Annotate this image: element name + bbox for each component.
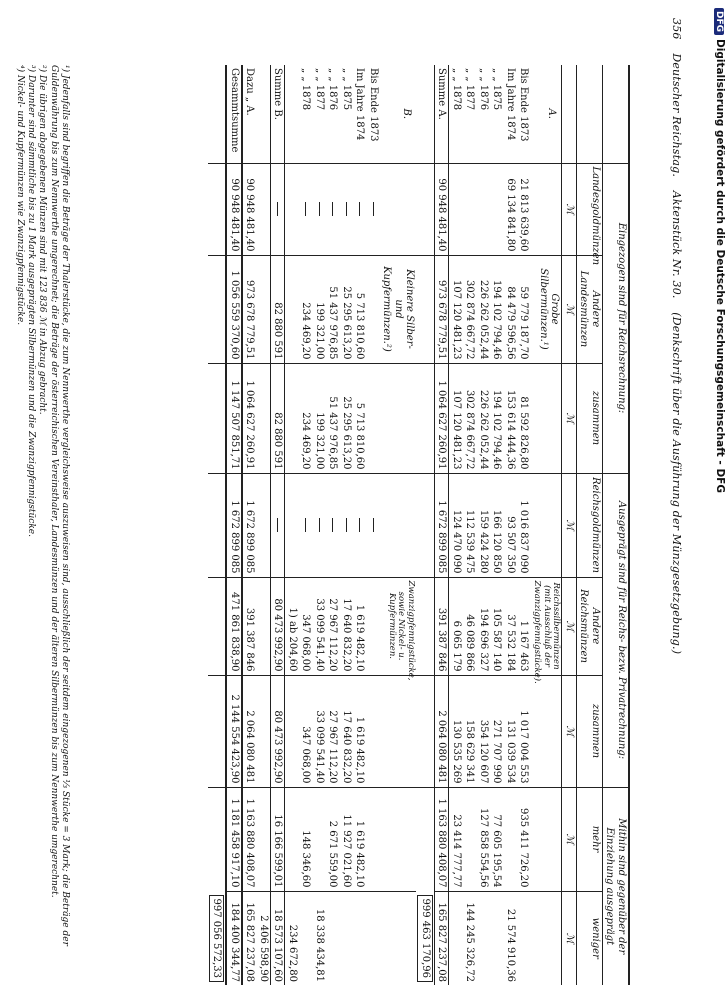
sum-a-net: 999 463 170,96 <box>417 895 433 983</box>
group-header-difference: Mithin sind gegenüber der Einziehung ausgeprägt <box>603 787 630 985</box>
cell <box>503 787 517 891</box>
cell: 90 948 481,40 <box>242 163 257 255</box>
row-label: Im Jahre 1874 <box>354 68 366 141</box>
cell: 1 163 880 408,07 <box>242 787 257 891</box>
running-head-center: Aktenstück Nr. 30. <box>670 190 683 299</box>
cell: 271 707 990 <box>490 675 504 787</box>
footnote: Guldenwährung bis zum Nennwerthe umgerechnet; die Beträge der österreichischen Vereinsthaler, Landesmünzen und der älteren Silbermünzen bis zum Nennwerthe umgerechnet. <box>48 65 59 898</box>
cell <box>476 891 490 985</box>
cell: 165 827 237,08 <box>434 891 449 985</box>
cell: 935 411 726,20 <box>517 787 531 891</box>
cell: 27 967 112,20 <box>326 675 340 787</box>
cell: 112 539 475 <box>463 473 477 577</box>
row-label: Gesammtsumme <box>226 65 242 163</box>
table-row <box>503 65 517 985</box>
cell: 2 064 080 481 <box>242 675 257 787</box>
row-label: „ „ 1877 <box>464 68 476 111</box>
cell <box>463 163 477 255</box>
unit: ℳ <box>562 473 577 577</box>
cell <box>463 787 477 891</box>
cell: 124 470 090 <box>449 473 463 577</box>
cell: 234 469,20 <box>299 255 313 363</box>
table-row <box>517 65 531 985</box>
cell: 107 120 481,23 <box>449 363 463 473</box>
dash <box>346 202 347 216</box>
cell: 1 163 880 408,07 <box>434 787 449 891</box>
cell: 131 039 534 <box>503 675 517 787</box>
cell: 391 387 846 <box>242 577 257 675</box>
running-head <box>669 18 682 978</box>
cell: 18 338 434,81 <box>312 891 326 985</box>
cell: 1 017 004 553 <box>517 675 531 787</box>
row-label: „ „ 1878 <box>300 68 312 111</box>
section-b-rows <box>299 65 380 985</box>
dfg-logo: DFG <box>714 8 724 35</box>
cell: 23 414 777,77 <box>449 787 463 891</box>
dfg-credit-text: Digitalisierung gefördert durch die Deutsche Forschungsgemeinschaft - DFG <box>714 39 726 493</box>
section-a-rows <box>449 65 531 985</box>
cell: 1 064 627 260,91 <box>242 363 257 473</box>
sum-b-net-row <box>256 65 270 985</box>
unit: ℳ <box>562 891 577 985</box>
running-head-right: (Denkschrift über die Ausführung der Münzgesetzgebung.) <box>670 312 683 655</box>
cell: 33 099 541,40 <box>312 577 326 675</box>
cell <box>299 891 313 985</box>
dash <box>359 202 360 216</box>
cell: 1 167 463 <box>517 577 531 675</box>
cell <box>366 675 380 787</box>
col-header-weniger: weniger <box>577 891 603 985</box>
row-label: Summe A. <box>434 65 449 163</box>
section-a-header <box>530 65 562 985</box>
empty-cell <box>353 163 367 255</box>
empty-cell <box>326 473 340 577</box>
cell: 166 120 850 <box>490 473 504 577</box>
col-header-andere-landes: Andere Landesmünzen <box>577 255 603 363</box>
col-header-mehr: mehr <box>577 787 603 891</box>
empty-cell <box>299 473 313 577</box>
footnote: ⁴) Nickel- und Kupfermünzen wie Zwanzigpfennigstücke. <box>15 65 25 326</box>
grand-total-row <box>226 65 242 985</box>
cell: 194 102 794,46 <box>490 255 504 363</box>
cell: 1 672 899 085 <box>226 473 242 577</box>
section-a-sub-out: Reichssilbermünzen (mit Ausschluß der Zwanzigpfennigstücke). <box>530 577 562 675</box>
dash <box>332 518 333 532</box>
cell: 226 262 052,44 <box>476 255 490 363</box>
footnotes <box>14 65 70 985</box>
unit: ℳ <box>562 363 577 473</box>
table-row <box>326 65 340 985</box>
cell <box>490 163 504 255</box>
running-head-left: Deutscher Reichstag. <box>670 53 683 178</box>
cell: 16 166 599,01 <box>270 787 285 891</box>
grand-total-net: 997 056 572,33 <box>209 895 225 983</box>
table-row <box>366 65 380 985</box>
dash <box>305 518 306 532</box>
repeat-a-row <box>242 65 257 985</box>
dash <box>277 518 278 532</box>
row-label: „ „ 1875 <box>340 68 352 111</box>
cell: 90 948 481,40 <box>434 163 449 255</box>
unit: ℳ <box>562 163 577 255</box>
cell: 199 321,00 <box>312 363 326 473</box>
cell: 21 574 910,36 <box>503 891 517 985</box>
table-row <box>312 65 326 985</box>
cell: 226 262 052,44 <box>476 363 490 473</box>
cell: 347 068,00 <box>299 577 313 675</box>
unit: ℳ <box>562 577 577 675</box>
cell: 1 181 458 917,10 <box>226 787 242 891</box>
section-b-note: 1) ab 204,60 <box>285 577 299 675</box>
dash <box>319 202 320 216</box>
row-label: Bis Ende 1873 <box>518 68 530 142</box>
row-label: „ „ 1877 <box>313 68 325 111</box>
sum-a-row <box>434 65 449 985</box>
cell: 93 507 350 <box>503 473 517 577</box>
page-number: 356 <box>670 18 683 40</box>
cell: 1 672 899 085 <box>242 473 257 577</box>
cell <box>476 163 490 255</box>
dash <box>319 518 320 532</box>
cell <box>326 891 340 985</box>
cell <box>366 891 380 985</box>
col-header-zusammen-2: zusammen <box>577 675 603 787</box>
cell: 194 102 794,46 <box>490 363 504 473</box>
section-b-header <box>380 65 417 985</box>
cell: 82 880 591 <box>270 255 285 363</box>
cell: 184 400 344,77 <box>226 891 242 985</box>
cell: 1 016 837 090 <box>517 473 531 577</box>
section-b-note-row <box>285 65 299 985</box>
dash <box>332 202 333 216</box>
cell: 165 827 237,08 <box>242 891 257 985</box>
cell: 84 479 596,56 <box>503 255 517 363</box>
cell: 148 346,60 <box>299 787 313 891</box>
cell: 27 967 112,20 <box>326 577 340 675</box>
cell: 51 437 976,85 <box>326 255 340 363</box>
cell: 391 387 846 <box>434 577 449 675</box>
empty-cell <box>366 163 380 255</box>
section-b-sub-out: Zwanzigpfennigstücke, sowie Nickel- u. Kupfermünzen. <box>380 577 417 675</box>
cell <box>339 891 353 985</box>
unit: ℳ <box>562 787 577 891</box>
cell: 51 437 976,85 <box>326 363 340 473</box>
section-b-note-value: 234 672,80 <box>285 891 299 985</box>
cell: 33 099 541,40 <box>312 675 326 787</box>
cell: 37 532 184 <box>503 577 517 675</box>
cell: 159 424 280 <box>476 473 490 577</box>
empty-cell <box>326 163 340 255</box>
cell <box>353 891 367 985</box>
dash <box>277 202 278 216</box>
unit: ℳ <box>562 675 577 787</box>
cell: 144 245 326,72 <box>463 891 477 985</box>
col-header-andere-reichs: Andere Reichsmünzen <box>577 577 603 675</box>
dash <box>305 202 306 216</box>
table-column-header <box>577 65 603 985</box>
empty-cell <box>299 163 313 255</box>
group-header-withdrawn: Eingezogen sind für Reichsrechnung: <box>603 163 630 473</box>
footnote: ³) Darunter sind sämmtliche bis zu 1 Mark ausgeprägten Silbermünzen und die Zwanzigpfennigstücke. <box>26 65 37 537</box>
cell: 1 619 482,10 <box>353 577 367 675</box>
cell: 1 619 482,10 <box>353 675 367 787</box>
row-label: „ „ 1876 <box>477 68 489 111</box>
cell: 1 147 507 851,71 <box>226 363 242 473</box>
table-group-header <box>603 65 630 985</box>
group-header-minted: Ausgeprägt sind für Reichs- bezw. Privatrechnung: <box>603 473 630 787</box>
cell: 107 120 481,23 <box>449 255 463 363</box>
cell: 25 295 613,20 <box>339 363 353 473</box>
table-row <box>476 65 490 985</box>
cell: 1 672 899 085 <box>434 473 449 577</box>
cell <box>449 163 463 255</box>
cell: 80 473 992,90 <box>270 577 285 675</box>
cell: 46 089 866 <box>463 577 477 675</box>
dash <box>346 518 347 532</box>
cell: 17 640 832,20 <box>339 675 353 787</box>
cell: 6 065 179 <box>449 577 463 675</box>
col-header-reichsgold: Reichsgoldmünzen <box>577 473 603 577</box>
cell: 17 640 832,20 <box>339 577 353 675</box>
cell: 471 861 838,90 <box>226 577 242 675</box>
cell: 11 927 021,60 <box>339 787 353 891</box>
cell: 2 144 554 423,90 <box>226 675 242 787</box>
table-row <box>463 65 477 985</box>
row-label: „ „ 1876 <box>327 68 339 111</box>
section-b-sub-in: Kleinere Silber- und Kupfermünzen.²) <box>380 255 417 363</box>
row-label: „ „ 1875 <box>491 68 503 111</box>
empty-cell <box>312 473 326 577</box>
col-header-landesgold: Landesgoldmünzen <box>577 163 603 255</box>
cell: 973 678 779,51 <box>242 255 257 363</box>
row-label: „ „ 1878 <box>450 68 462 111</box>
cell: 2 671 559,00 <box>326 787 340 891</box>
dash <box>359 518 360 532</box>
table-row <box>490 65 504 985</box>
dfg-credit <box>714 8 726 998</box>
cell <box>366 363 380 473</box>
row-label: Bis Ende 1873 <box>367 68 379 142</box>
table-row <box>299 65 313 985</box>
cell <box>366 787 380 891</box>
cell <box>312 787 326 891</box>
cell: 5 713 810,60 <box>353 363 367 473</box>
section-a-label: A. <box>546 108 558 119</box>
cell <box>366 255 380 363</box>
empty-cell <box>312 163 326 255</box>
cell: 1 064 627 260,91 <box>434 363 449 473</box>
sum-b-net: 2 406 598,90 <box>256 891 270 985</box>
cell: 130 535 269 <box>449 675 463 787</box>
coinage-table <box>208 65 630 985</box>
cell: 153 614 444,36 <box>503 363 517 473</box>
empty-cell <box>366 473 380 577</box>
cell: 69 134 841,80 <box>503 163 517 255</box>
cell <box>490 891 504 985</box>
cell: 81 592 826,80 <box>517 363 531 473</box>
cell: 973 678 779,51 <box>434 255 449 363</box>
sum-b-row <box>270 65 285 985</box>
cell: 199 321,00 <box>312 255 326 363</box>
cell: 80 473 992,90 <box>270 675 285 787</box>
grand-total-net-row <box>208 65 227 985</box>
cell: 234 469,20 <box>299 363 313 473</box>
cell: 347 068,00 <box>299 675 313 787</box>
cell: 1 056 559 370,60 <box>226 255 242 363</box>
row-label: Summe B. <box>270 65 285 163</box>
cell: 82 880 591 <box>270 363 285 473</box>
cell: 354 120 607 <box>476 675 490 787</box>
table-row <box>353 65 367 985</box>
table-unit-row <box>562 65 577 985</box>
cell: 18 573 107,60 <box>270 891 285 985</box>
cell <box>366 577 380 675</box>
section-a-sub-in: Grobe Silbermünzen.¹) <box>530 255 562 363</box>
row-label: Im Jahre 1874 <box>504 68 516 141</box>
cell: 194 696 327 <box>476 577 490 675</box>
cell <box>517 891 531 985</box>
cell: 59 779 187,70 <box>517 255 531 363</box>
cell: 77 605 195,54 <box>490 787 504 891</box>
empty-cell <box>339 163 353 255</box>
empty-cell <box>339 473 353 577</box>
footnote: ²) Die übrigen abgegebenen Münzen sind mit 123 836 ℳ in Abzug gebracht. <box>37 65 48 415</box>
sum-a-net-row <box>416 65 434 985</box>
section-b-label: B. <box>401 108 413 120</box>
dash <box>373 202 374 216</box>
empty-cell <box>353 473 367 577</box>
cell: 302 874 667,72 <box>463 363 477 473</box>
cell: 1 619 482,10 <box>353 787 367 891</box>
cell: 2 064 080 481 <box>434 675 449 787</box>
cell: 21 813 639,60 <box>517 163 531 255</box>
cell: 127 858 554,56 <box>476 787 490 891</box>
dash <box>373 518 374 532</box>
cell <box>449 891 463 985</box>
table-row <box>339 65 353 985</box>
cell: 90 948 481,40 <box>226 163 242 255</box>
cell: 25 295 613,20 <box>339 255 353 363</box>
cell: 302 874 667,72 <box>463 255 477 363</box>
footnote: ¹) Jedenfalls sind begriffen die Beträge der Thalerstücke, die zum Nennwerthe vergleichsweise auszuweisen sind, ausschließlich der seitdem eingezogenen ⅓ Stücke = 3 Mark; die Beträge der <box>60 65 70 946</box>
col-header-zusammen-1: zusammen <box>577 363 603 473</box>
cell: 105 587 140 <box>490 577 504 675</box>
table-row <box>449 65 463 985</box>
cell: 5 713 810,60 <box>353 255 367 363</box>
row-label: Dazu „ A. <box>244 68 256 116</box>
unit: ℳ <box>562 255 577 363</box>
cell: 158 629 341 <box>463 675 477 787</box>
